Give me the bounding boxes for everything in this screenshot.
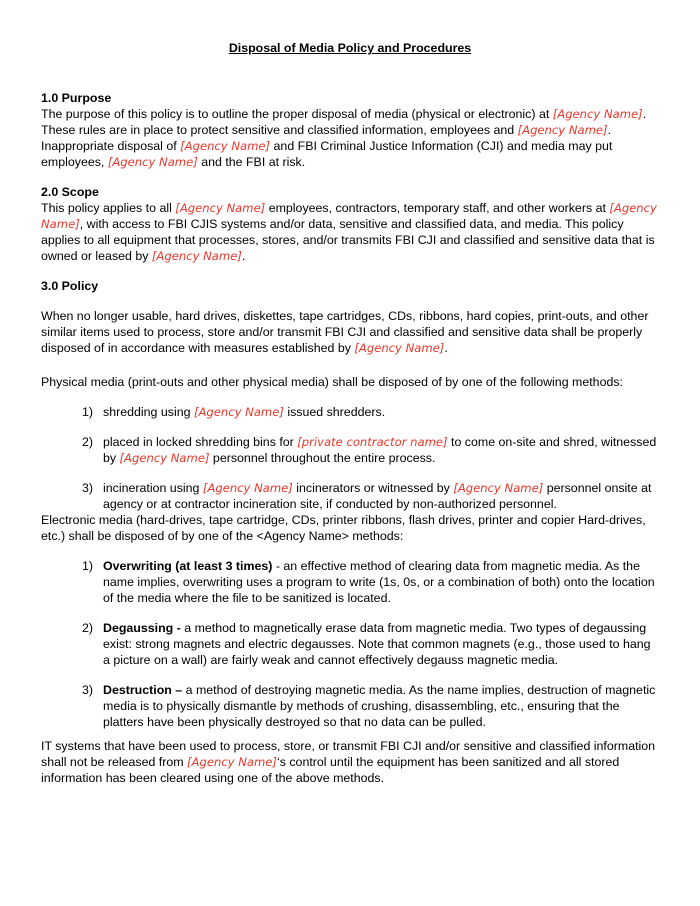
agency-placeholder: [Agency Name] <box>354 341 445 355</box>
physical-media-methods <box>41 404 659 512</box>
agency-placeholder: [Agency Name] <box>552 107 643 121</box>
list-item: 1) shredding using [Agency Name] issued shredders. <box>82 405 386 419</box>
agency-placeholder: [Agency Name] <box>175 201 266 215</box>
scope-heading: 2.0 Scope <box>41 185 99 199</box>
agency-placeholder: [Agency Name] <box>453 481 544 495</box>
document-title: Disposal of Media Policy and Procedures <box>228 41 472 55</box>
purpose-heading: 1.0 Purpose <box>41 91 112 105</box>
list-item: 1) Overwriting (at least 3 times) - an effective method of clearing data from magnetic media. As the name implies, overwriting uses a program to write (1s, 0s, or a combination of both) onto the location of the media where the file to be sanitized is located. <box>82 559 655 605</box>
agency-placeholder: [Agency Name] <box>107 155 198 169</box>
agency-placeholder: [Agency Name] <box>41 201 657 231</box>
agency-placeholder: [Agency Name] <box>180 139 271 153</box>
agency-placeholder: [Agency Name] <box>187 755 277 769</box>
agency-placeholder: [Agency Name] <box>151 249 242 263</box>
electronic-media-intro: Electronic media (hard-drives, tape cartridge, CDs, printer ribbons, flash drives, printer and copier Hard-drives, etc.) shall be disposed of by one of the <Agency Name> methods: <box>41 513 646 543</box>
agency-placeholder: [Agency Name] <box>202 481 293 495</box>
agency-placeholder: [Agency Name] <box>193 405 284 419</box>
contractor-placeholder: [private contractor name] <box>297 435 448 449</box>
list-item: 3) Destruction – a method of destroying magnetic media. As the name implies, destruction of magnetic media is to physically dismantle by methods of crushing, disassembling, etc., ensuring that the platters have been physically destroyed so that no data can be pulled. <box>82 683 656 729</box>
scope-paragraph: This policy applies to all [Agency Name] employees, contractors, temporary staff, and other workers at [Agency Name], with access to FBI CJIS systems and/or data, sensitive and classified data, and media. This policy applies to all equipment that processes, stores, and/or transmits FBI CJI and classified and sensitive data that is owned or leased by [Agency Name]. <box>41 201 657 263</box>
policy-paragraph-disposal: When no longer usable, hard drives, diskettes, tape cartridges, CDs, ribbons, hard copies, print-outs, and other similar items used to process, store and/or transmit FBI CJI and classified and sensitive data shall be properly disposed of in accordance with measures established by [Agency Name]. <box>41 309 649 355</box>
agency-placeholder: [Agency Name] <box>119 451 210 465</box>
list-item: 2) placed in locked shredding bins for [private contractor name] to come on-site and shred, witnessed by [Agency Name] personnel throughout the entire process. <box>82 435 657 465</box>
physical-media-intro: Physical media (print-outs and other physical media) shall be disposed of by one of the following methods: <box>41 375 623 389</box>
purpose-paragraph: The purpose of this policy is to outline the proper disposal of media (physical or electronic) at [Agency Name]. These rules are in place to protect sensitive and classified information, employees and [Agency Name]. Inappropriate disposal of [Agency Name] and FBI Criminal Justice Information (CJI) and media may put employees, [Agency Name] and the FBI at risk. <box>41 107 647 169</box>
list-item: 3) incineration using [Agency Name] incinerators or witnessed by [Agency Name] personnel onsite at agency or at contractor incineration site, if conducted by non-authorized personnel. <box>82 481 652 511</box>
it-systems-paragraph: IT systems that have been used to process, store, or transmit FBI CJI and/or sensitive and classified information shall not be released from [Agency Name]‘s control until the equipment has been sanitized and all stored information has been cleared using one of the above methods. <box>41 739 656 785</box>
policy-heading: 3.0 Policy <box>41 279 99 293</box>
electronic-media-methods <box>41 558 659 730</box>
document-page <box>41 40 659 786</box>
agency-placeholder: [Agency Name] <box>517 123 608 137</box>
list-item: 2) Degaussing - a method to magnetically erase data from magnetic media. Two types of degaussing exist: strong magnets and electric degausses. Note that common magnets (e.g., those used to hang a picture on a wall) are fairly weak and cannot effectively degauss magnetic media. <box>82 621 651 667</box>
